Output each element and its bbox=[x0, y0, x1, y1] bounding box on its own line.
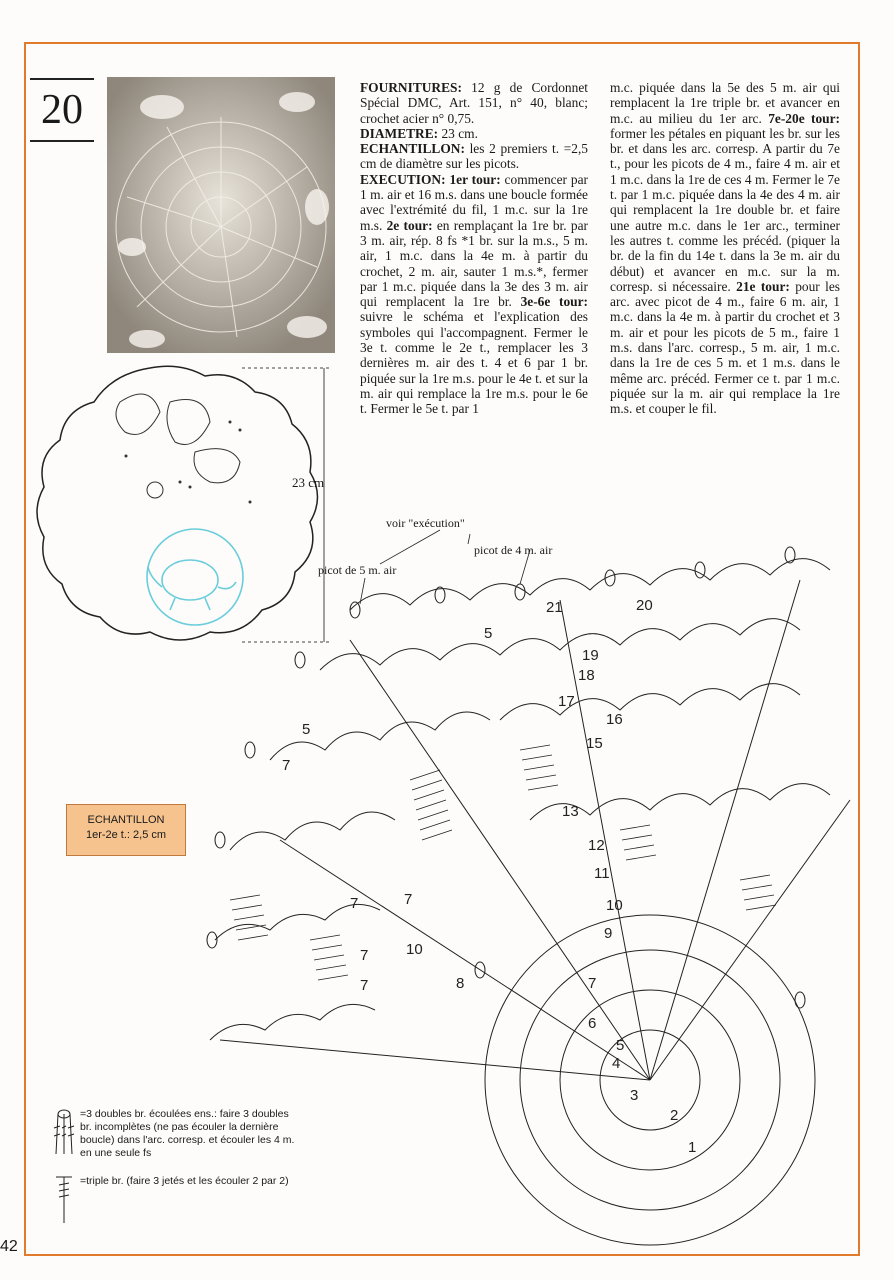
page-number: 42 bbox=[0, 1238, 18, 1255]
round-number: 5 bbox=[616, 1037, 625, 1054]
round-number: 18 bbox=[578, 667, 595, 684]
echantillon-box bbox=[66, 804, 186, 856]
legend-triple-treble-text: =triple br. (faire 3 jetés et les écouler 2 par 2) bbox=[80, 1175, 289, 1187]
crochet-chart bbox=[200, 520, 860, 1254]
fournitures-heading: FOURNITURES: bbox=[360, 80, 462, 95]
legend-item-triple-treble bbox=[52, 1175, 298, 1225]
round-number: 13 bbox=[562, 803, 579, 820]
execution-text: commencer par 1 m. air et 16 m.s. dans une boucle formée avec l'extrémité du fil, 1 m.c. sur la 1re m.s. bbox=[360, 171, 588, 233]
diametre-text: 23 cm. bbox=[438, 125, 478, 141]
round-number: 17 bbox=[558, 693, 575, 710]
tour-6-end-text: m.c. piquée dans la 5e des 5 m. air qui remplacent la 1re triple br. et avancer en m.c. au milieu du 1er arc. bbox=[610, 80, 840, 126]
round-number: 2 bbox=[670, 1107, 679, 1124]
instructions-column-1 bbox=[360, 80, 588, 417]
tour-21-text: pour les arc. avec picot de 4 m., faire 6 m. air, 1 m.c. dans la 4e m. à partir du crochet et 3 m. air et pour les picots de 5 m., faire 1 m.s. dans l'arc. corresp., 5 m. air, 1 m.c. dans la 1re de ces 5 m. et 1 m.s. dans le même arc. précéd. Fermer ce t. par 1 m.c. piquée sur la m. air qui remplace la 1re m.s. et couper le fil. bbox=[610, 278, 840, 417]
picot-4-label: picot de 4 m. air bbox=[474, 543, 553, 557]
tour-3-6-text: suivre le schéma et l'explication des symboles qui l'accompagnent. Fermer le 3e t. comme le 2e t., remplacer les 3 dernières m. air des t. 4 et 6 par 1 br. piquée sur la 1re m.s. pour le 4e t. et sur la m. air qui remplace la 1re m.s. pour le 6e t. Fermer le 5e t. par 1 bbox=[360, 309, 588, 417]
round-number: 15 bbox=[586, 735, 603, 752]
round-number: 4 bbox=[612, 1055, 621, 1072]
round-number: 5 bbox=[484, 625, 493, 642]
echantillon-text: les 2 premiers t. =2,5 cm de diamètre sur les picots. bbox=[360, 141, 588, 172]
round-number: 10 bbox=[406, 941, 423, 958]
round-number: 5 bbox=[302, 721, 311, 738]
round-number: 7 bbox=[350, 895, 359, 912]
round-number: 7 bbox=[588, 975, 597, 992]
fournitures-text: 12 g de Cordonnet Spécial DMC, Art. 151, n° 40, blanc; crochet acier n° 0,75. bbox=[360, 80, 588, 126]
round-number: 11 bbox=[594, 865, 610, 882]
round-number: 19 bbox=[582, 647, 599, 664]
echantillon-heading: ECHANTILLON: bbox=[360, 141, 465, 157]
voir-execution-label: voir "exécution" bbox=[386, 516, 465, 530]
tour-7-20-heading: 7e-20e tour: bbox=[768, 110, 840, 126]
tour-2-text: en remplaçant la 1re br. par 3 m. air, rép. 8 fs *1 br. sur la m.s., 5 m. air, 1 m.c. dans la 4e m. à partir du crochet, 2 m. air, sauter 1 m.s.*, fermer par 1 m.c. piquée dans la 3e des 3 m. air qui remplacent la 1re br. bbox=[360, 217, 588, 310]
tour-7-20-text: former les pétales en piquant les br. sur les br. et dans les arc. corresp. A partir du 7e t., pour les picots de 4 m., faire 4 m. air et 1 m.c. dans la 1re de ces 4 m. Fermer le 7e t. par 1 m.c. piquée dans la 4e des 4 m. air qui remplacent la 1re double br. et faire une autre m.c. dans le 1er arc., terminer les autres t. comme les précéd. (piquer la br. de la fin du 14e t. dans la 3e m. air du début) et avancer en m.c. sur la m. corresp. si nécessaire. bbox=[610, 125, 840, 294]
tour-2-heading: 2e tour: bbox=[386, 217, 433, 233]
instructions-column-2 bbox=[610, 80, 840, 417]
round-number: 9 bbox=[604, 925, 613, 942]
triple-double-cluster-icon bbox=[52, 1108, 76, 1164]
round-numbers bbox=[282, 597, 696, 1156]
legend-cluster-text: =3 doubles br. écoulées ens.: faire 3 doubles br. incomplètes (ne pas écouler la dernière boucle) dans l'arc. corresp. et écouler les 4 m. en une seule fs bbox=[80, 1108, 295, 1159]
round-number: 16 bbox=[606, 711, 623, 728]
tour-3-6-heading: 3e-6e tour: bbox=[520, 294, 588, 310]
round-number: 8 bbox=[456, 975, 465, 992]
round-number: 1 bbox=[688, 1139, 697, 1156]
triple-treble-icon bbox=[52, 1175, 76, 1229]
round-number: 7 bbox=[282, 757, 291, 774]
round-number: 12 bbox=[588, 837, 605, 854]
picot-5-label: picot de 5 m. air bbox=[318, 563, 397, 577]
pattern-number: 20 bbox=[30, 78, 94, 142]
echantillon-title: ECHANTILLON bbox=[87, 814, 165, 826]
round-number: 7 bbox=[360, 977, 369, 994]
round-number: 7 bbox=[360, 947, 369, 964]
round-number: 20 bbox=[636, 597, 653, 614]
doily-photo bbox=[107, 77, 335, 353]
tour-21-heading: 21e tour: bbox=[736, 278, 790, 294]
diametre-heading: DIAMETRE: bbox=[360, 125, 439, 141]
round-number: 3 bbox=[630, 1087, 639, 1104]
round-number: 21 bbox=[546, 599, 563, 616]
legend-item-cluster bbox=[52, 1108, 298, 1160]
execution-heading: EXECUTION: 1er tour: bbox=[360, 171, 501, 187]
round-number: 10 bbox=[606, 897, 623, 914]
diameter-label: 23 cm bbox=[292, 475, 325, 490]
round-number: 7 bbox=[404, 891, 413, 908]
round-number: 6 bbox=[588, 1015, 597, 1032]
echantillon-subtitle: 1er-2e t.: 2,5 cm bbox=[85, 829, 167, 841]
